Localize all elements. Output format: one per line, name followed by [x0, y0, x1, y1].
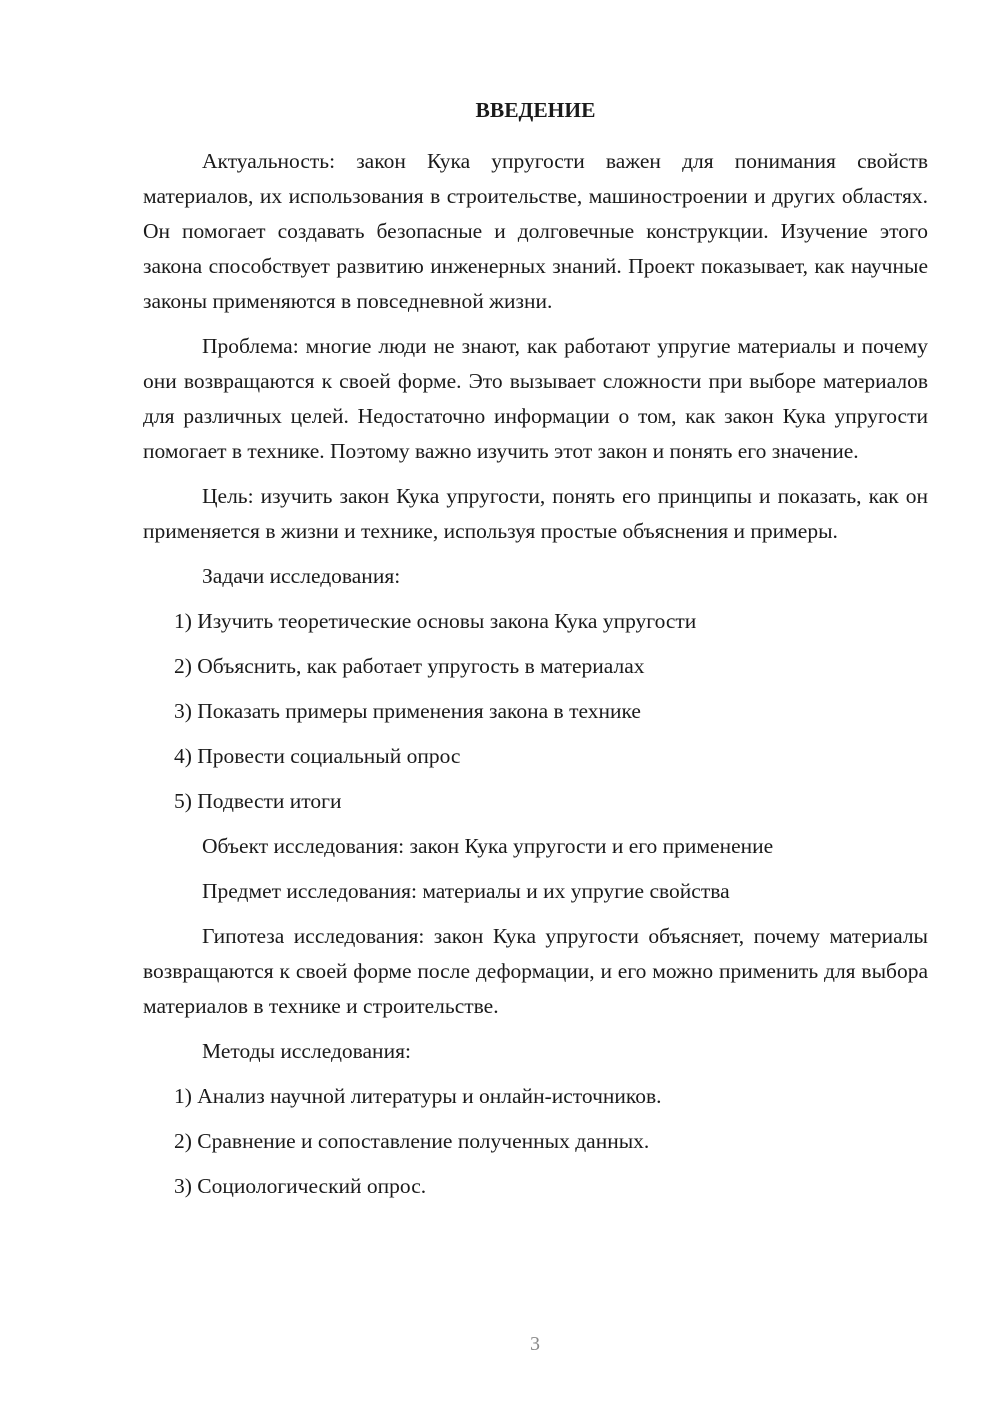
problem-paragraph: Проблема: многие люди не знают, как работают упругие материалы и почему они возвращаются к своей форме. Это вызывает сложности при выборе материалов для различных целей. Недостаточно информации о том, как закон Кука упругости помогает в технике. Поэтому важно изучить этот закон и понять его значение. [143, 334, 928, 463]
task-item: 4) Провести социальный опрос [174, 744, 461, 768]
task-item: 5) Подвести итоги [174, 789, 342, 813]
goal-paragraph: Цель: изучить закон Кука упругости, понять его принципы и показать, как он применяется в жизни и технике, используя простые объяснения и примеры. [143, 484, 928, 543]
page-number: 3 [530, 1333, 540, 1355]
subject-line: Предмет исследования: материалы и их упругие свойства [202, 879, 730, 903]
page-title: ВВЕДЕНИЕ [475, 98, 596, 122]
hypothesis-paragraph: Гипотеза исследования: закон Кука упругости объясняет, почему материалы возвращаются к своей форме после деформации, и его можно применить для выбора материалов в технике и строительстве. [143, 924, 928, 1018]
method-item: 3) Социологический опрос. [174, 1174, 427, 1198]
task-item: 3) Показать примеры применения закона в технике [174, 699, 641, 723]
object-line: Объект исследования: закон Кука упругости и его применение [202, 834, 774, 858]
task-item: 1) Изучить теоретические основы закона Кука упругости [174, 609, 697, 633]
tasks-label: Задачи исследования: [202, 564, 401, 588]
methods-label: Методы исследования: [202, 1039, 411, 1063]
method-item: 2) Сравнение и сопоставление полученных данных. [174, 1129, 650, 1153]
page-content [143, 88, 928, 1214]
method-item: 1) Анализ научной литературы и онлайн-источников. [174, 1084, 662, 1108]
task-item: 2) Объяснить, как работает упругость в материалах [174, 654, 645, 678]
relevance-paragraph: Актуальность: закон Кука упругости важен для понимания свойств материалов, их использования в строительстве, машиностроении и других областях. Он помогает создавать безопасные и долговечные конструкции. Изучение этого закона способствует развитию инженерных знаний. Проект показывает, как научные законы применяются в повседневной жизни. [143, 149, 928, 313]
